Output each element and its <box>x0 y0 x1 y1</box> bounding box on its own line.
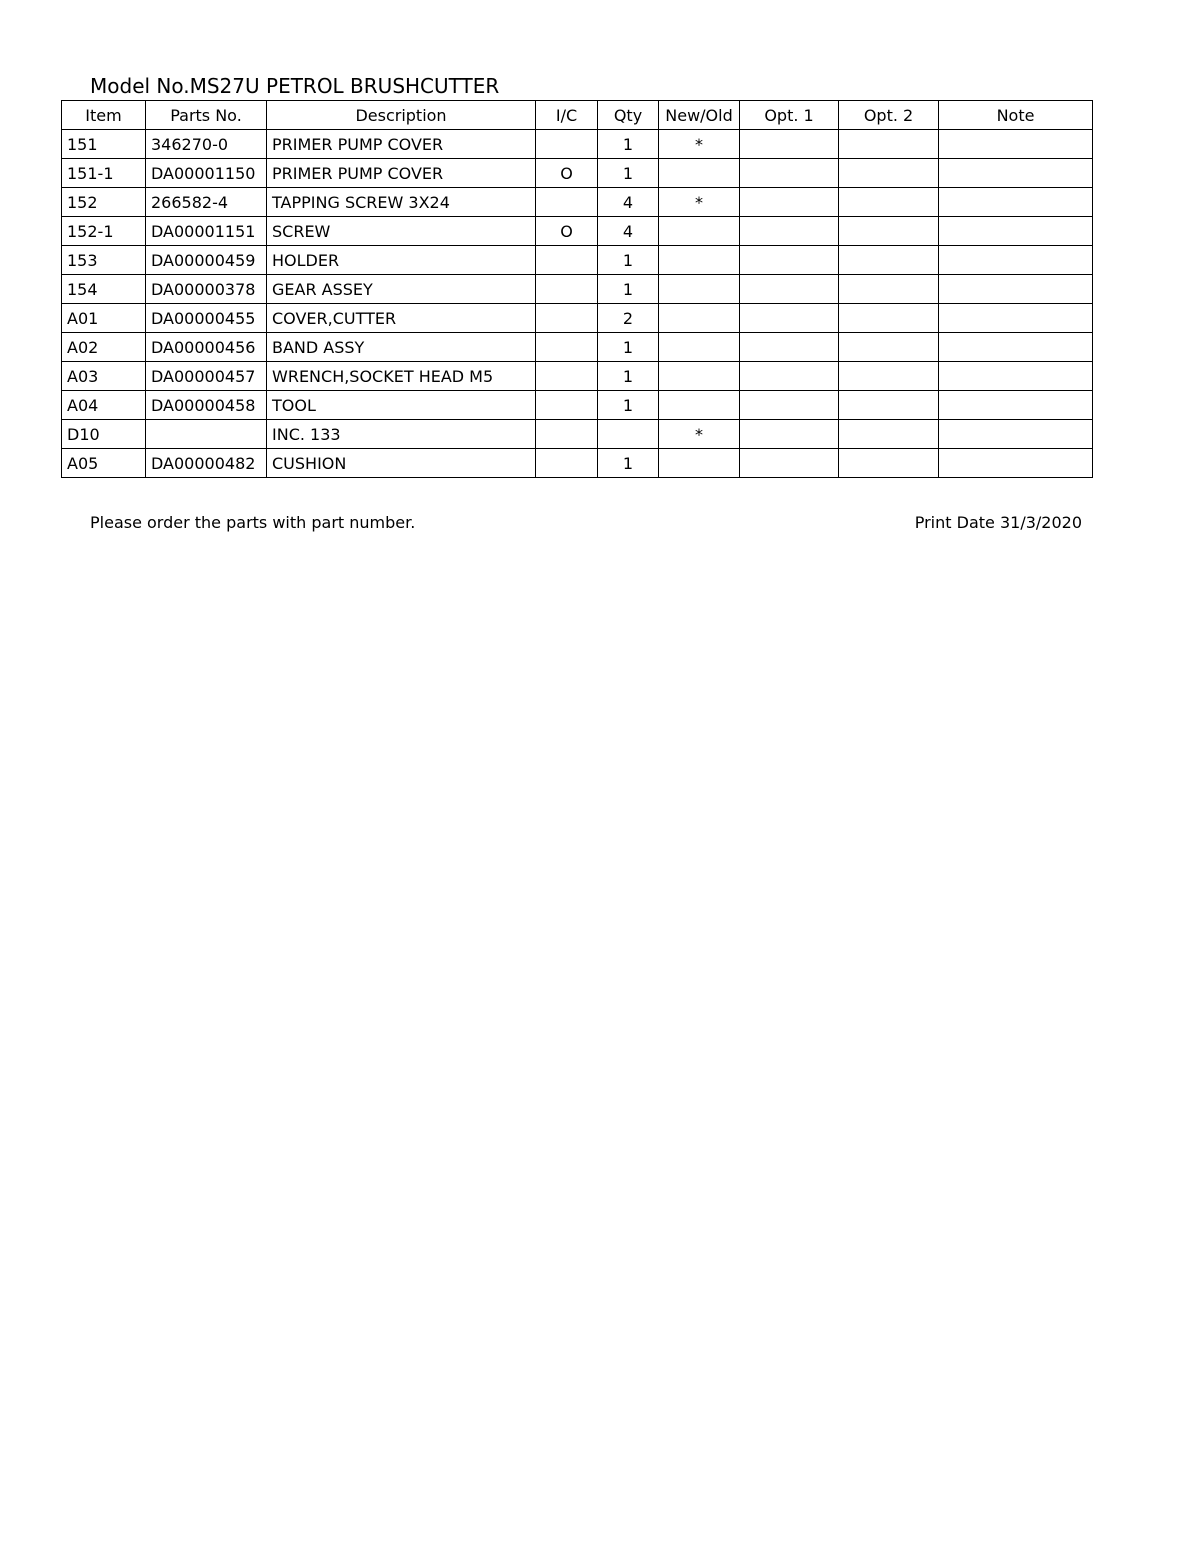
cell-new-old <box>659 391 740 420</box>
cell-item: 152-1 <box>62 217 146 246</box>
cell-opt1 <box>740 246 839 275</box>
table-row <box>62 333 1093 362</box>
cell-ic <box>536 333 598 362</box>
cell-new-old <box>659 246 740 275</box>
cell-parts-no: DA00000378 <box>146 275 267 304</box>
table-row <box>62 420 1093 449</box>
cell-opt1 <box>740 304 839 333</box>
cell-new-old <box>659 362 740 391</box>
cell-opt2 <box>839 304 939 333</box>
cell-opt2 <box>839 420 939 449</box>
table-row <box>62 159 1093 188</box>
cell-ic <box>536 246 598 275</box>
cell-item: 154 <box>62 275 146 304</box>
cell-ic <box>536 391 598 420</box>
cell-note <box>939 130 1093 159</box>
cell-ic <box>536 362 598 391</box>
cell-new-old <box>659 333 740 362</box>
cell-opt1 <box>740 159 839 188</box>
cell-new-old: * <box>659 130 740 159</box>
cell-ic <box>536 130 598 159</box>
cell-note <box>939 188 1093 217</box>
cell-description: BAND ASSY <box>267 333 536 362</box>
cell-item: 152 <box>62 188 146 217</box>
column-header-item: Item <box>62 101 146 130</box>
cell-note <box>939 362 1093 391</box>
cell-qty: 1 <box>598 159 659 188</box>
cell-qty: 4 <box>598 188 659 217</box>
cell-qty: 1 <box>598 362 659 391</box>
cell-description: GEAR ASSEY <box>267 275 536 304</box>
table-row <box>62 304 1093 333</box>
cell-description: SCREW <box>267 217 536 246</box>
column-header-qty: Qty <box>598 101 659 130</box>
cell-note <box>939 420 1093 449</box>
cell-opt1 <box>740 449 839 478</box>
cell-ic: O <box>536 217 598 246</box>
cell-item: A03 <box>62 362 146 391</box>
cell-item: 151 <box>62 130 146 159</box>
cell-description: HOLDER <box>267 246 536 275</box>
cell-opt2 <box>839 246 939 275</box>
order-instruction: Please order the parts with part number. <box>90 513 416 532</box>
parts-table <box>61 100 1093 478</box>
cell-parts-no: DA00000457 <box>146 362 267 391</box>
cell-opt1 <box>740 391 839 420</box>
cell-item: A01 <box>62 304 146 333</box>
table-row <box>62 188 1093 217</box>
cell-description: PRIMER PUMP COVER <box>267 159 536 188</box>
cell-ic <box>536 420 598 449</box>
cell-parts-no: DA00000455 <box>146 304 267 333</box>
cell-new-old <box>659 449 740 478</box>
cell-note <box>939 333 1093 362</box>
cell-opt2 <box>839 188 939 217</box>
cell-opt1 <box>740 130 839 159</box>
cell-opt1 <box>740 420 839 449</box>
cell-qty: 1 <box>598 333 659 362</box>
cell-parts-no: 346270-0 <box>146 130 267 159</box>
cell-qty: 2 <box>598 304 659 333</box>
cell-opt1 <box>740 362 839 391</box>
cell-parts-no: DA00000482 <box>146 449 267 478</box>
column-header-opt1: Opt. 1 <box>740 101 839 130</box>
cell-item: A04 <box>62 391 146 420</box>
cell-parts-no: DA00000456 <box>146 333 267 362</box>
cell-note <box>939 246 1093 275</box>
cell-description: TOOL <box>267 391 536 420</box>
cell-description: PRIMER PUMP COVER <box>267 130 536 159</box>
cell-qty <box>598 420 659 449</box>
cell-new-old <box>659 275 740 304</box>
cell-note <box>939 304 1093 333</box>
cell-opt1 <box>740 333 839 362</box>
cell-opt2 <box>839 217 939 246</box>
column-header-note: Note <box>939 101 1093 130</box>
page-title: Model No.MS27U PETROL BRUSHCUTTER <box>90 74 500 98</box>
cell-new-old: * <box>659 188 740 217</box>
cell-parts-no: DA00001150 <box>146 159 267 188</box>
cell-item: D10 <box>62 420 146 449</box>
cell-opt1 <box>740 188 839 217</box>
cell-new-old: * <box>659 420 740 449</box>
cell-ic: O <box>536 159 598 188</box>
cell-opt2 <box>839 362 939 391</box>
column-header-ic: I/C <box>536 101 598 130</box>
cell-ic <box>536 304 598 333</box>
cell-new-old <box>659 217 740 246</box>
cell-qty: 1 <box>598 130 659 159</box>
column-header-new-old: New/Old <box>659 101 740 130</box>
cell-description: INC. 133 <box>267 420 536 449</box>
cell-opt2 <box>839 333 939 362</box>
cell-new-old <box>659 304 740 333</box>
cell-item: A02 <box>62 333 146 362</box>
cell-description: CUSHION <box>267 449 536 478</box>
cell-qty: 1 <box>598 391 659 420</box>
cell-qty: 1 <box>598 275 659 304</box>
table-row <box>62 130 1093 159</box>
cell-description: COVER,CUTTER <box>267 304 536 333</box>
cell-description: WRENCH,SOCKET HEAD M5 <box>267 362 536 391</box>
cell-qty: 1 <box>598 449 659 478</box>
cell-item: A05 <box>62 449 146 478</box>
column-header-opt2: Opt. 2 <box>839 101 939 130</box>
cell-description: TAPPING SCREW 3X24 <box>267 188 536 217</box>
column-header-description: Description <box>267 101 536 130</box>
cell-ic <box>536 275 598 304</box>
cell-note <box>939 217 1093 246</box>
cell-note <box>939 159 1093 188</box>
cell-new-old <box>659 159 740 188</box>
table-row <box>62 391 1093 420</box>
table-row <box>62 449 1093 478</box>
cell-opt1 <box>740 217 839 246</box>
cell-ic <box>536 449 598 478</box>
column-header-parts-no: Parts No. <box>146 101 267 130</box>
cell-item: 151-1 <box>62 159 146 188</box>
cell-opt2 <box>839 449 939 478</box>
table-header-row <box>62 101 1093 130</box>
cell-qty: 4 <box>598 217 659 246</box>
cell-opt2 <box>839 391 939 420</box>
cell-ic <box>536 188 598 217</box>
cell-parts-no: DA00001151 <box>146 217 267 246</box>
cell-note <box>939 391 1093 420</box>
cell-parts-no: DA00000458 <box>146 391 267 420</box>
cell-opt2 <box>839 275 939 304</box>
table-row <box>62 275 1093 304</box>
table-row <box>62 362 1093 391</box>
table-row <box>62 246 1093 275</box>
cell-opt1 <box>740 275 839 304</box>
cell-parts-no <box>146 420 267 449</box>
cell-parts-no: 266582-4 <box>146 188 267 217</box>
cell-item: 153 <box>62 246 146 275</box>
cell-note <box>939 449 1093 478</box>
cell-note <box>939 275 1093 304</box>
print-date: Print Date 31/3/2020 <box>914 513 1082 532</box>
cell-qty: 1 <box>598 246 659 275</box>
parts-table-body <box>62 130 1093 478</box>
cell-opt2 <box>839 130 939 159</box>
cell-parts-no: DA00000459 <box>146 246 267 275</box>
table-row <box>62 217 1093 246</box>
cell-opt2 <box>839 159 939 188</box>
